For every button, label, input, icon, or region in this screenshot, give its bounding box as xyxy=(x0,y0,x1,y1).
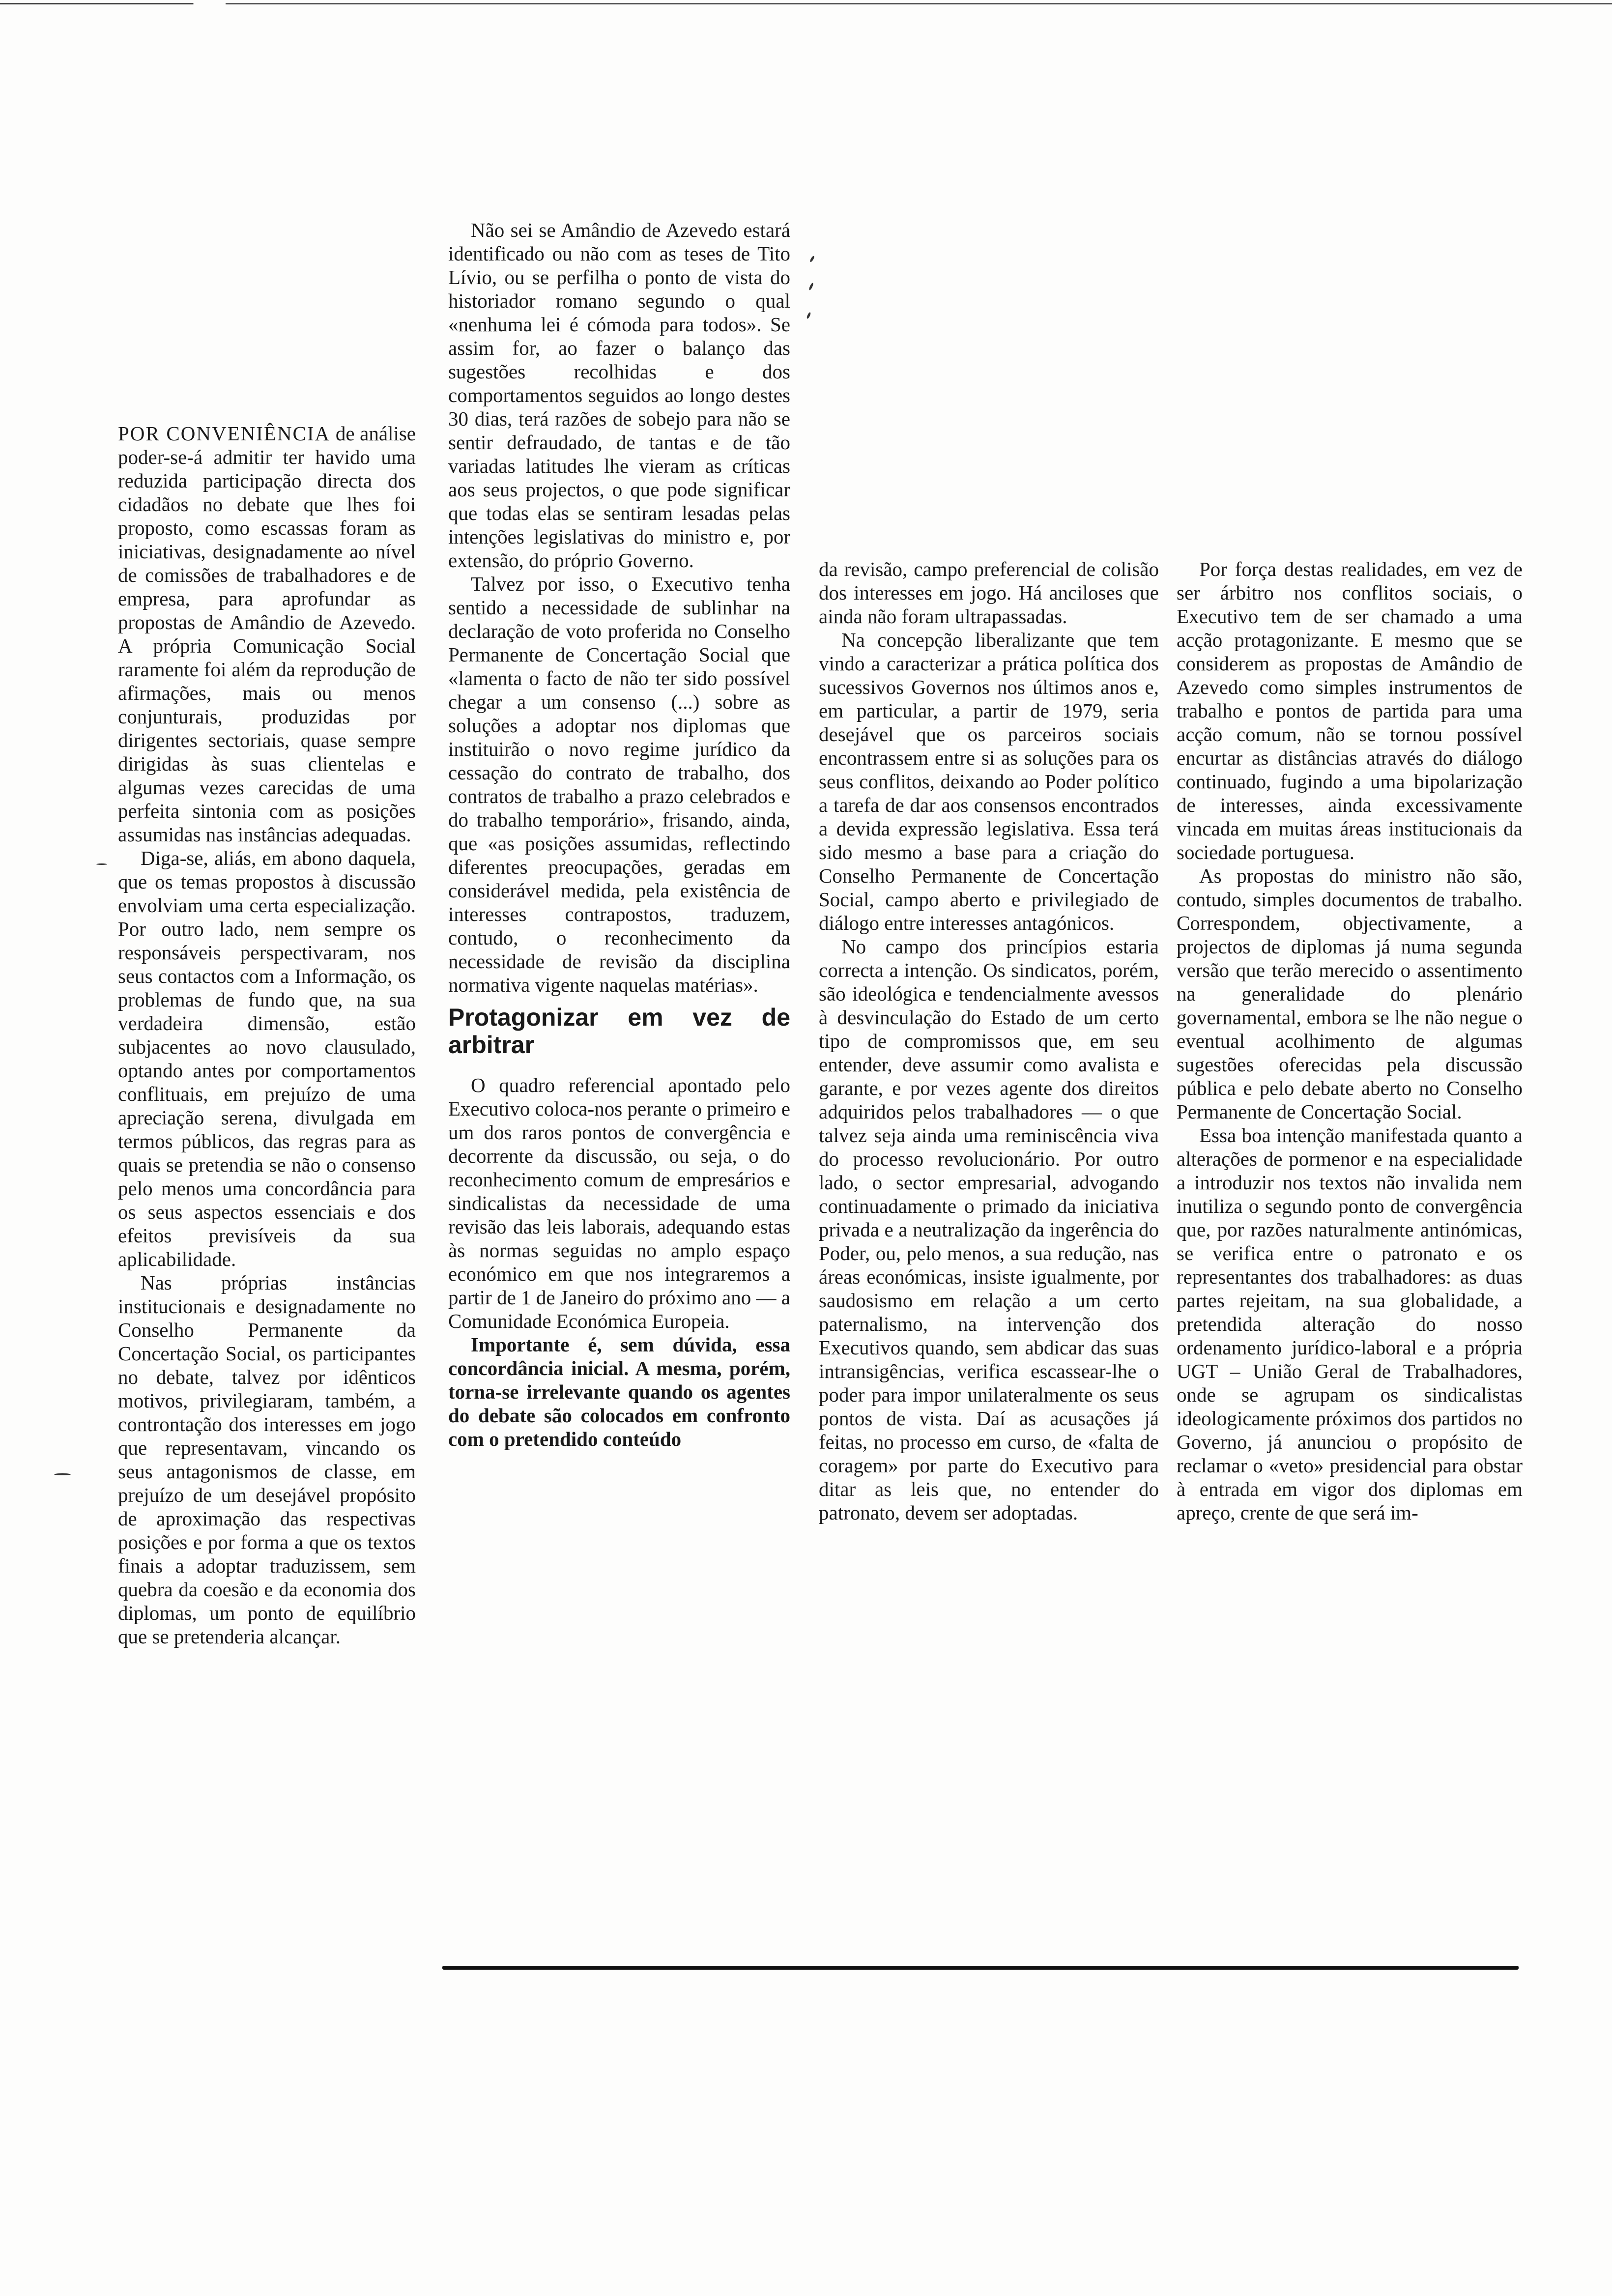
article-column-3 xyxy=(819,557,1159,1524)
paragraph: O quadro referencial apontado pelo Executivo coloca-nos perante o primeiro e um dos raros pontos de convergência e decorrente da discussão, ou seja, o do reconhecimento comum de empresários e sindicalistas da necessidade de uma revisão das leis laborais, adequando estas às normas seguidas no amplo espaço económico em que nos integraremos a partir de 1 de Janeiro do próximo ano — a Comunidade Económica Europeia. xyxy=(448,1074,790,1332)
paragraph: Essa boa intenção manifestada quanto a alterações de pormenor e na especialidade a introduzir nos textos não invalida nem inutiliza o segundo ponto de convergência que, por razões naturalmente antinómicas, se verifica entre o patronato e os representantes dos trabalhadores: as duas partes rejeitam, na sua globalidade, a pretendida alteração do nosso ordenamento jurídico-laboral e a própria UGT – União Geral de Trabalhadores, onde se agrupam os sindicalistas ideologicamente próximos dos partidos no Governo, já anunciou o propósito de reclamar o «veto» presidencial para obstar à entrada em vigor dos diplomas em apreço, crente de que será im- xyxy=(1177,1124,1523,1524)
section-subheading: Protagonizar em vez de arbitrar xyxy=(448,1004,790,1059)
scan-speck xyxy=(809,256,815,263)
paragraph: Não sei se Amândio de Azevedo estará identificado ou não com as teses de Tito Lívio, ou se perfilha o ponto de vista do historiador romano segundo o qual «nenhuma lei é cómoda para todos». Se assim for, ao fazer o balanço das sugestões recolhidas e dos comportamentos seguidos ao longo destes 30 dias, terá razões de sobejo para não se sentir defraudado, de tantas e de tão variadas latitudes lhe vieram as críticas aos seus projectos, o que pode significar que todas elas se sentiram lesadas pelas intenções legislativas do ministro e, por extensão, do próprio Governo. xyxy=(448,219,790,572)
scan-speck xyxy=(808,283,814,291)
scan-speck xyxy=(96,863,107,865)
bottom-rule xyxy=(442,1966,1519,1970)
paragraph: Por força destas realidades, em vez de ser árbitro nos conflitos sociais, o Executivo tem de ser chamado a uma acção protagonizante. E mesmo que se considerem as propostas de Amândio de Azevedo como simples instrumentos de trabalho e pontos de partida para uma acção comum, não se tornou possível encurtar as distâncias através do diálogo continuado, fugindo a uma bipolarização de interesses, ainda excessivamente vincada em muitas áreas institucionais da sociedade portuguesa. xyxy=(1177,558,1523,863)
paragraph: Importante é, sem dúvida, essa concordância inicial. A mesma, porém, torna-se irrelevante quando os agentes do debate são colocados em confronto com o pretendido conteúdo xyxy=(448,1333,790,1450)
paragraph: Nas próprias instâncias institucionais e designadamente no Conselho Permanente da Concertação Social, os participantes no debate, talvez por idênticos motivos, privilegiaram, também, a controntação dos interesses em jogo que representavam, vincando os seus antagonismos de classe, em prejuízo de um desejável propósito de aproximação das respectivas posições e por forma a que os textos finais a adoptar traduzissem, sem quebra da coesão e da economia dos diplomas, um ponto de equilíbrio que se pretenderia alcançar. xyxy=(118,1271,416,1648)
article-column-1 xyxy=(118,422,416,1648)
scan-speck xyxy=(806,312,811,319)
paragraph: Diga-se, aliás, em abono daquela, que os temas propostos à discussão envolviam uma certa especialização. Por outro lado, nem sempre os responsáveis perspectivaram, nos seus contactos com a Informação, os problemas de fundo que, na sua verdadeira dimensão, estão subjacentes ao novo clausulado, optando antes por comportamentos conflituais, em prejuízo de uma apreciação serena, divulgada em termos públicos, das regras para as quais se pretendia se não o consenso pelo menos uma concordância para os seus aspectos essenciais e dos efeitos previsíveis da sua aplicabilidade. xyxy=(118,847,416,1270)
lead-in: POR CONVENIÊNCIA xyxy=(118,422,331,445)
top-edge-line xyxy=(0,3,1612,4)
paragraph: As propostas do ministro não são, contudo, simples documentos de trabalho. Correspondem, objectivamente, a projectos de diplomas já numa segunda versão que terão merecido o assentimento na generalidade do plenário governamental, embora se lhe não negue o eventual acolhimento de algumas sugestões oferecidas pela discussão pública e pelo debate aberto no Conselho Permanente de Concertação Social. xyxy=(1177,864,1523,1123)
paragraph: da revisão, campo preferencial de colisão dos interesses em jogo. Há anciloses que ainda não foram ultrapassadas. xyxy=(819,558,1159,628)
paragraph: Talvez por isso, o Executivo tenha sentido a necessidade de sublinhar na declaração de voto proferida no Conselho Permanente de Concertação Social que «lamenta o facto de não ter sido possível chegar a um consenso (...) sobre as soluções a adoptar nos diplomas que instituirão o novo regime jurídico da cessação do contrato de trabalho, dos contratos de trabalho a prazo celebrados e do trabalho temporário», frisando, ainda, que «as posições assumidas, reflectindo diferentes preocupações, geradas em considerável medida, pela existência de interesses contrapostos, traduzem, contudo, o reconhecimento da necessidade de revisão da disciplina normativa vigente naquelas matérias». xyxy=(448,573,790,996)
article-column-2 xyxy=(448,218,790,1451)
paragraph xyxy=(118,422,416,846)
scan-speck xyxy=(54,1473,71,1475)
paragraph: No campo dos princípios estaria correcta a intenção. Os sindicatos, porém, são ideológica e tendencialmente avessos à desvinculação do Estado de um certo tipo de compromissos que, em seu entender, deve assumir como avalista e garante, e por vezes agente dos direitos adquiridos pelos trabalhadores — o que talvez seja ainda uma reminiscência viva do processo revolucionário. Por outro lado, o sector empresarial, advogando continuadamente o primado da iniciativa privada e a neutralização da ingerência do Poder, ou, pelo menos, a sua redução, nas áreas económicas, insiste igualmente, por saudosismo em relação a um certo paternalismo, na intervenção dos Executivos quando, sem abdicar das suas intransigências, verifica escassear-lhe o poder para impor unilateralmente os seus pontos de vista. Daí as acusações já feitas, no processo em curso, de «falta de coragem» por parte do Executivo para ditar as leis que, no entender do patronato, devem ser adoptadas. xyxy=(819,935,1159,1524)
paragraph: Na concepção liberalizante que tem vindo a caracterizar a prática política dos sucessivos Governos nos últimos anos e, em particular, a partir de 1979, seria desejável que os parceiros sociais encontrassem entre si as soluções para os seus conflitos, deixando ao Poder político a tarefa de dar aos consensos encontrados a devida expressão legislativa. Essa terá sido mesmo a base para a criação do Conselho Permanente de Concertação Social, campo aberto e privilegiado de diálogo entre interesses antagónicos. xyxy=(819,629,1159,934)
paragraph-text: de análise poder-se-á admitir ter havido uma reduzida participação directa dos cidadãos no debate que lhes foi proposto, como escassas foram as iniciativas, designadamente ao nível de comissões de trabalhadores e de empresa, para aprofundar as propostas de Amândio de Azevedo. A própria Comunicação Social raramente foi além da reprodução de afirmações, mais ou menos conjunturais, produzidas por dirigentes sectoriais, quase sempre dirigidas às suas clientelas e algumas vezes carecidas de uma perfeita sintonia com as posições assumidas nas instâncias adequadas. xyxy=(118,422,416,846)
article-column-4 xyxy=(1177,557,1523,1524)
